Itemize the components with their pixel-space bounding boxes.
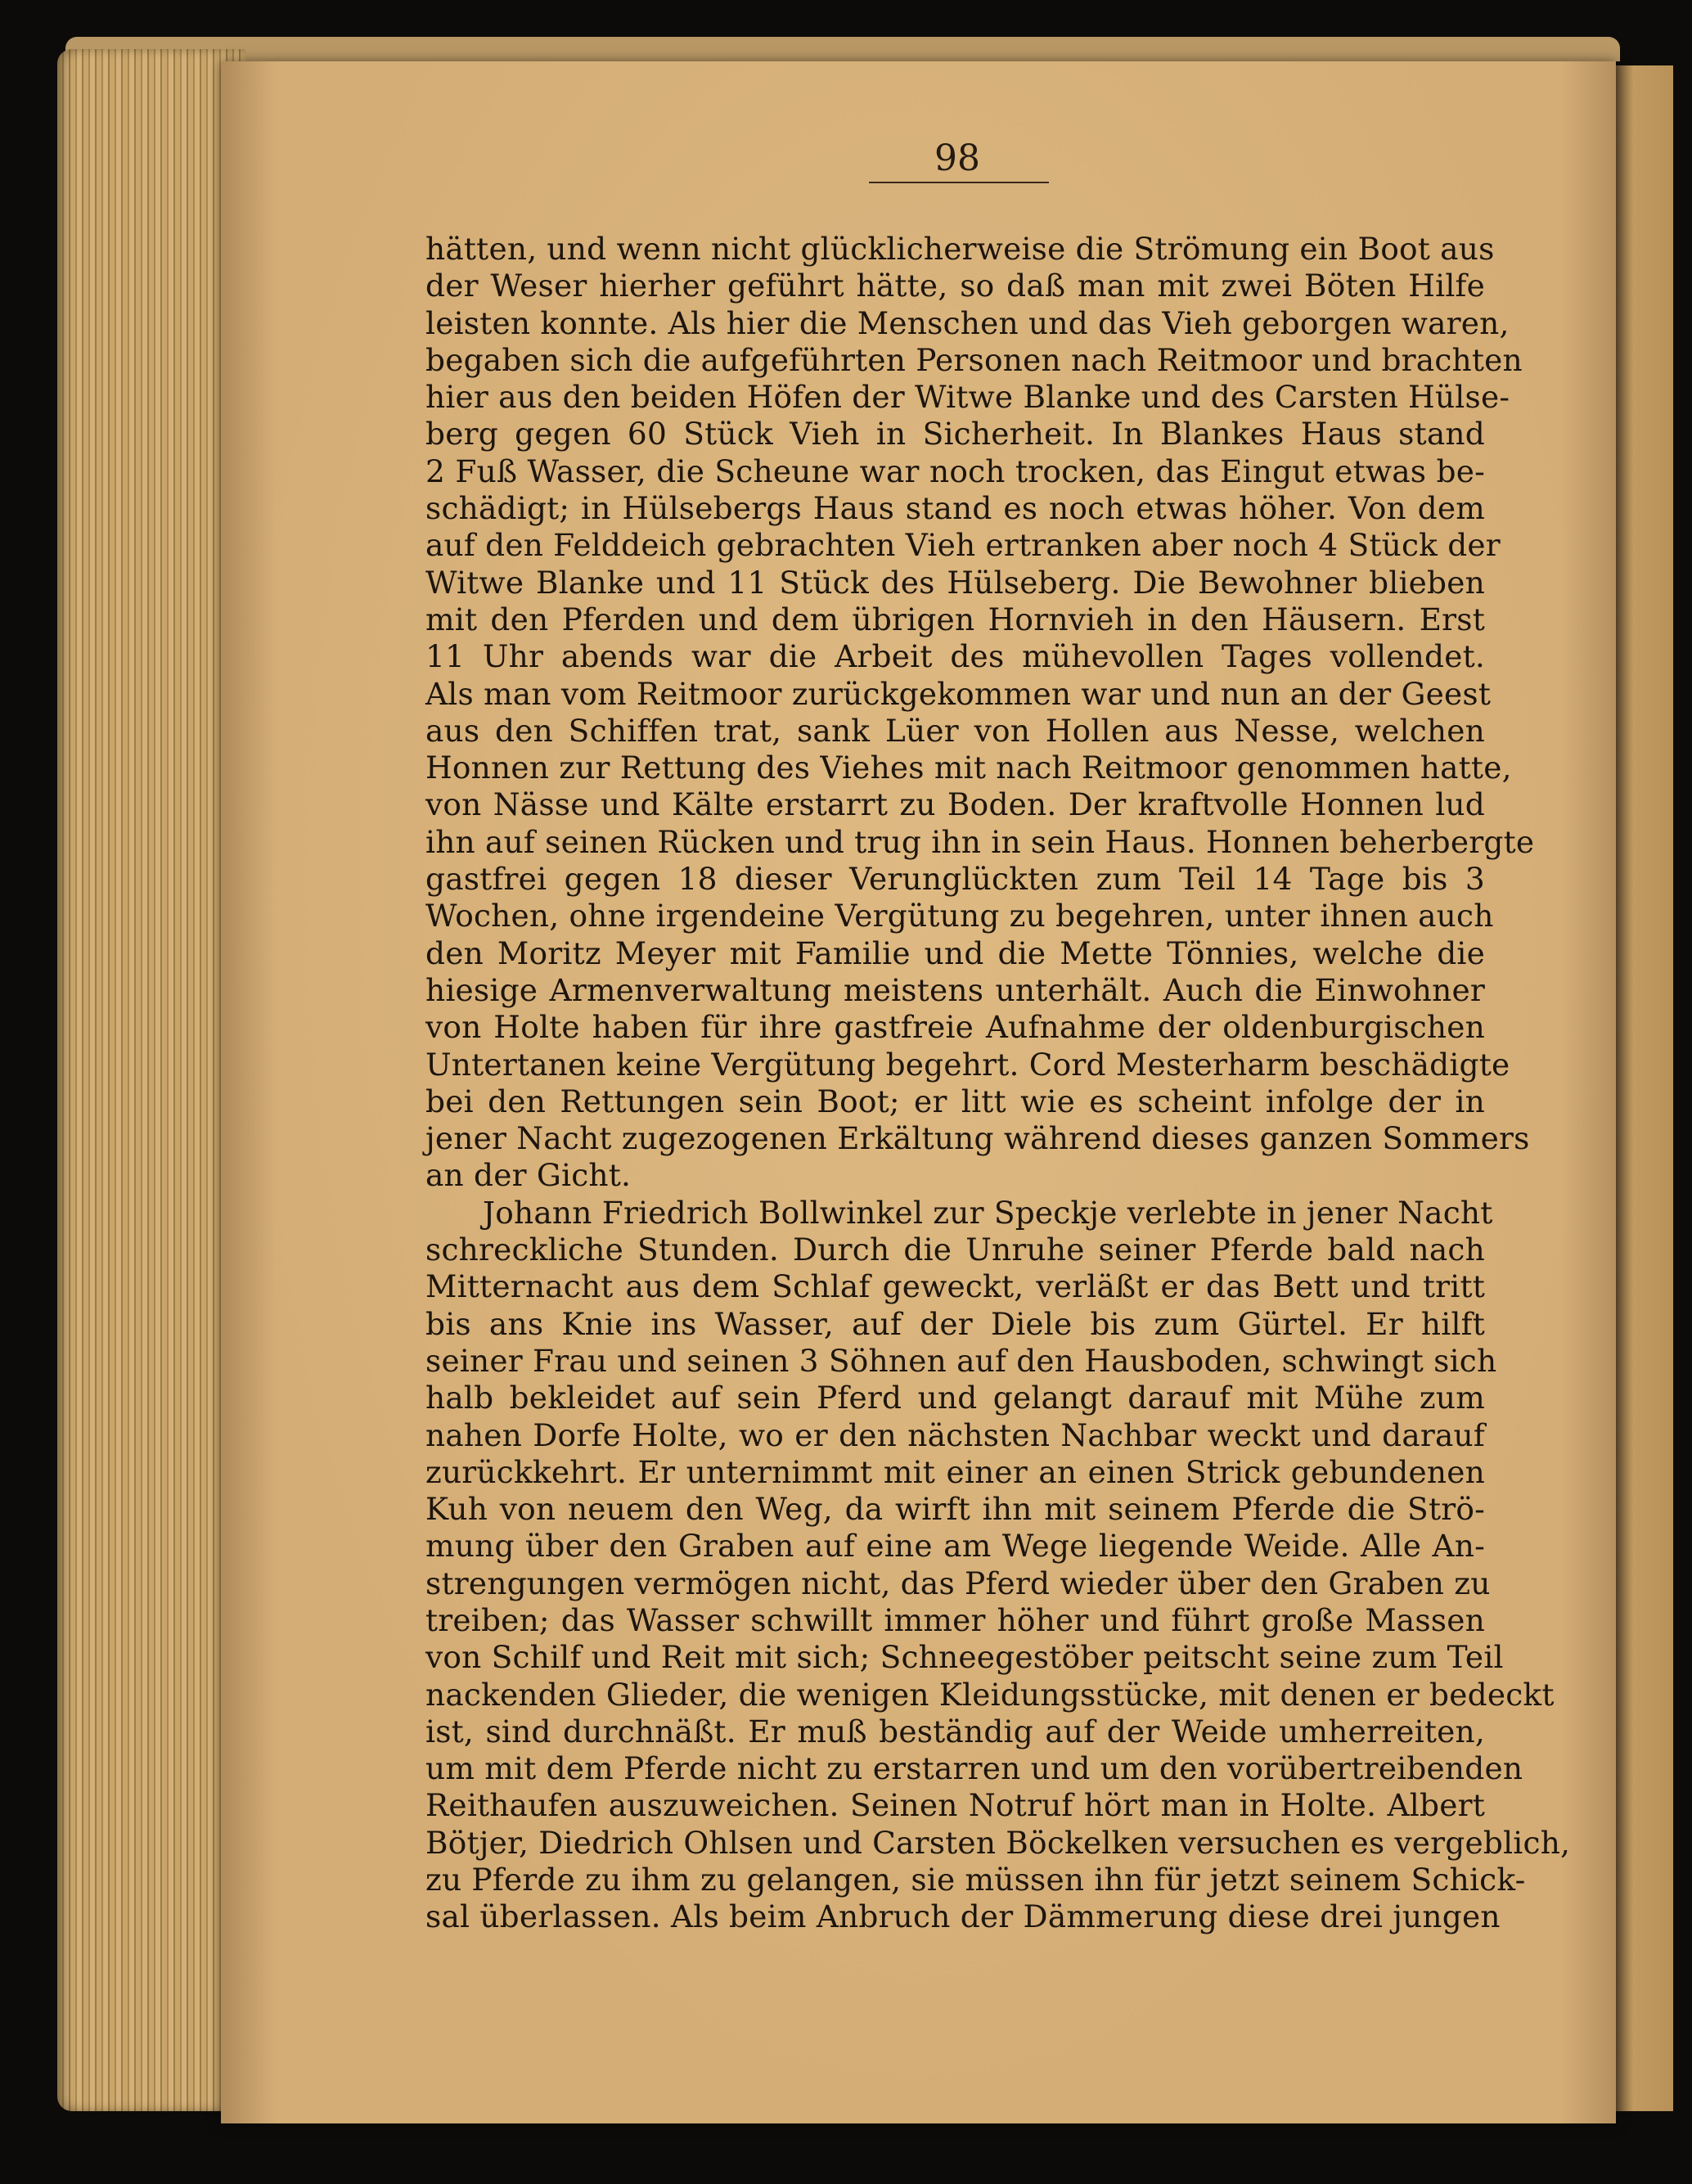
text-line: Johann Friedrich Bollwinkel zur Speckje verlebte in jener Nacht [483,1194,1493,1231]
text-line: 2 Fuß Wasser, die Scheune war noch trocken, das Eingut etwas be- [425,453,1485,489]
text-line: um mit dem Pferde nicht zu erstarren und um den vorübertreibenden [425,1750,1523,1787]
text-line: sal überlassen. Als beim Anbruch der Dämmerung diese drei jungen [425,1898,1501,1935]
text-line: hiesige Armenverwaltung meistens unterhält. Auch die Einwohner [425,971,1485,1008]
text-line: 11 Uhr abends war die Arbeit des mühevollen Tages vollendet. [425,638,1485,675]
text-line: nackenden Glieder, die wenigen Kleidungsstücke, mit denen er bedeckt [425,1676,1555,1713]
text-line: schädigt; in Hülsebergs Haus stand es noch etwas höher. Von dem [425,490,1485,527]
text-line: Untertanen keine Vergütung begehrt. Cord Mesterharm beschädigte [425,1046,1510,1083]
text-line: mung über den Graben auf eine am Wege liegende Weide. Alle An- [425,1528,1485,1565]
text-line: begaben sich die aufgeführten Personen nach Reitmoor und brachten [425,341,1523,378]
text-line: berg gegen 60 Stück Vieh in Sicherheit. In Blankes Haus stand [425,416,1485,453]
text-line: halb bekleidet auf sein Pferd und gelangt darauf mit Mühe zum [425,1380,1485,1416]
text-line: ist, sind durchnäßt. Er muß beständig auf der Weide umherreiten, [425,1713,1485,1749]
text-line: leisten konnte. Als hier die Menschen und das Vieh geborgen waren, [425,304,1510,341]
text-line: Als man vom Reitmoor zurückgekommen war und nun an der Geest [425,675,1492,712]
text-line: bei den Rettungen sein Boot; er litt wie es scheint infolge der in [425,1083,1485,1119]
text-line: von Holte haben für ihre gastfreie Aufnahme der oldenburgischen [425,1009,1485,1046]
text-line: strengungen vermögen nicht, das Pferd wieder über den Graben zu [425,1565,1491,1601]
text-line: Bötjer, Diedrich Ohlsen und Carsten Böckelken versuchen es vergeblich, [425,1824,1571,1861]
adjacent-page-edge [1616,65,1673,2111]
book-cover-edge [65,37,1620,61]
text-line: aus den Schiffen trat, sank Lüer von Hollen aus Nesse, welchen [425,712,1485,749]
text-line: Witwe Blanke und 11 Stück des Hülseberg. Die Bewohner blieben [425,564,1485,601]
text-line: bis ans Knie ins Wasser, auf der Diele bis zum Gürtel. Er hilft [425,1305,1485,1342]
body-text [425,231,1571,1936]
page-number-rule [869,182,1049,183]
text-line: von Schilf und Reit mit sich; Schneegestöber peitscht seine zum Teil [425,1639,1504,1676]
book-page-edges [57,49,245,2111]
text-line: an der Gicht. [425,1157,632,1194]
text-line: auf den Felddeich gebrachten Vieh ertranken aber noch 4 Stück der [425,527,1501,564]
text-line: hier aus den beiden Höfen der Witwe Blanke und des Carsten Hülse- [425,379,1510,416]
text-line: nahen Dorfe Holte, wo er den nächsten Nachbar weckt und darauf [425,1416,1485,1453]
text-line: ihn auf seinen Rücken und trug ihn in sein Haus. Honnen beherbergte [425,823,1535,860]
text-line: Kuh von neuem den Weg, da wirft ihn mit seinem Pferde die Strö- [425,1491,1485,1528]
text-line: zu Pferde zu ihm zu gelangen, sie müssen ihn für jetzt seinem Schick- [425,1862,1526,1898]
text-line: zurückkehrt. Er unternimmt mit einer an einen Strick gebundenen [425,1453,1485,1490]
text-line: der Weser hierher geführt hätte, so daß man mit zwei Böten Hilfe [425,268,1485,304]
text-line: jener Nacht zugezogenen Erkältung während dieses ganzen Sommers [425,1120,1530,1157]
text-line: hätten, und wenn nicht glücklicherweise die Strömung ein Boot aus [425,231,1495,267]
text-line: schreckliche Stunden. Durch die Unruhe seiner Pferde bald nach [425,1232,1485,1268]
text-line: den Moritz Meyer mit Familie und die Mette Tönnies, welche die [425,934,1485,971]
text-line: Wochen, ohne irgendeine Vergütung zu begehren, unter ihnen auch [425,898,1494,934]
text-line: Mitternacht aus dem Schlaf geweckt, verläßt er das Bett und tritt [425,1268,1485,1305]
text-line: Honnen zur Rettung des Viehes mit nach Reitmoor genommen hatte, [425,750,1512,786]
text-line: treiben; das Wasser schwillt immer höher und führt große Massen [425,1601,1485,1638]
page-number: 98 [934,137,980,179]
text-line: von Nässe und Kälte erstarrt zu Boden. Der kraftvolle Honnen lud [425,786,1485,823]
text-line: mit den Pferden und dem übrigen Hornvieh in den Häusern. Erst [425,601,1485,637]
text-line: gastfrei gegen 18 dieser Verunglückten zum Teil 14 Tage bis 3 [425,861,1485,898]
text-line: Reithaufen auszuweichen. Seinen Notruf hört man in Holte. Albert [425,1787,1485,1824]
text-line: seiner Frau und seinen 3 Söhnen auf den Hausboden, schwingt sich [425,1342,1497,1379]
